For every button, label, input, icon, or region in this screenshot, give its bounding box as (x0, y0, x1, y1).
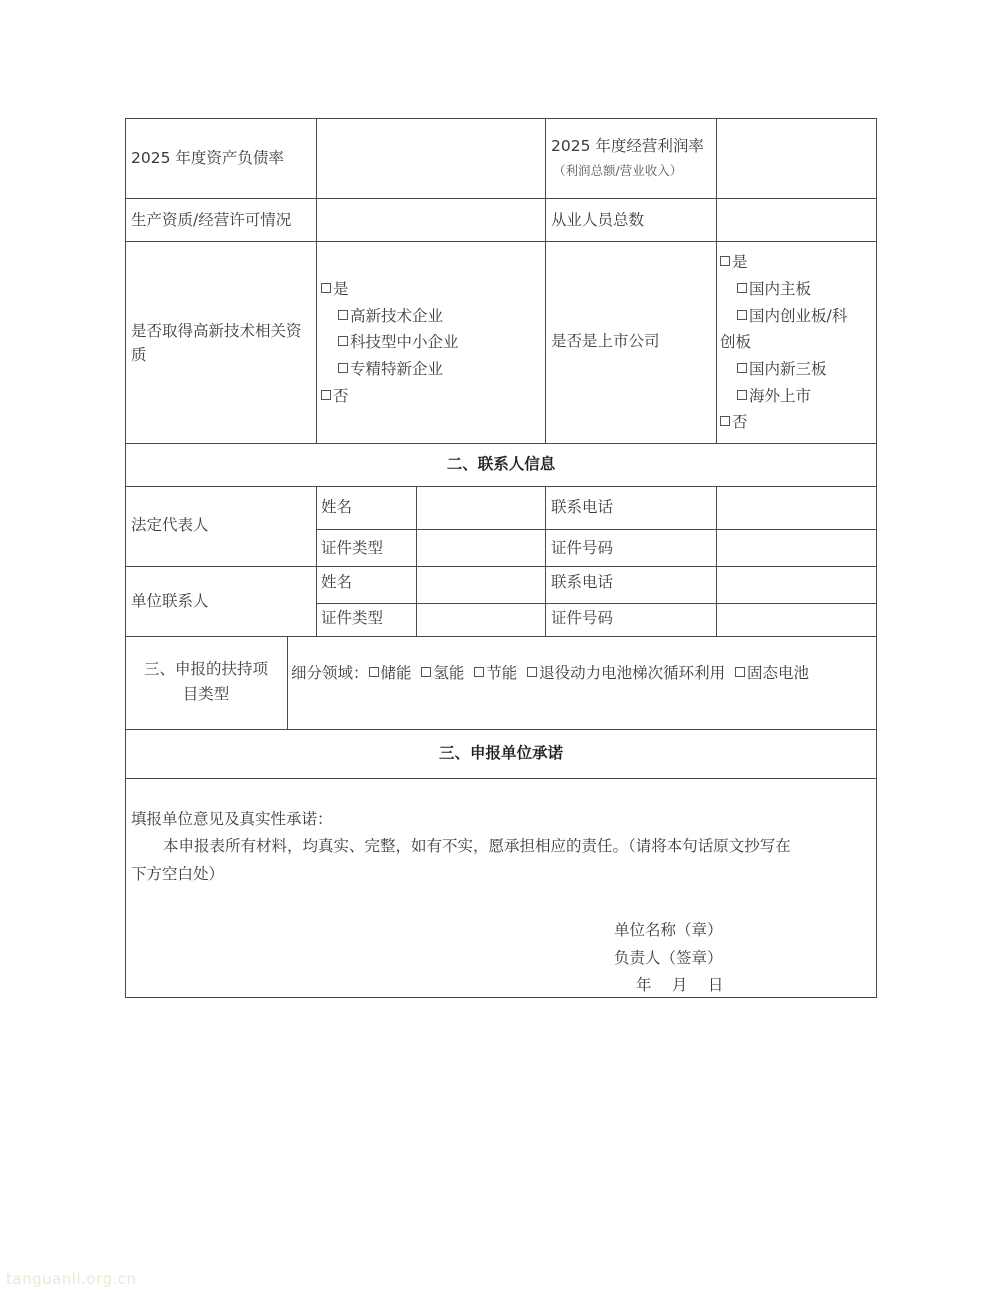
row-divider (125, 443, 877, 444)
row-divider (316, 529, 877, 530)
commitment-heading: 填报单位意见及真实性承诺： (131, 810, 333, 828)
legal-rep-id-no-label: 证件号码 (551, 539, 614, 557)
checkbox-icon[interactable] (338, 310, 348, 320)
checkbox-icon[interactable] (338, 363, 348, 373)
listed-no-option[interactable]: 否 (720, 413, 748, 431)
col-divider (316, 118, 317, 443)
profit-margin-label: 2025 年度经营利润率 (551, 137, 704, 155)
table-border-right (876, 118, 877, 998)
unit-contact-id-type-label: 证件类型 (321, 609, 384, 627)
project-type-label-line1: 三、申报的扶持项 (143, 660, 268, 678)
checkbox-icon[interactable] (735, 667, 745, 677)
listed-neeq-option[interactable]: 国内新三板 (737, 360, 827, 378)
checkbox-icon[interactable] (321, 283, 331, 293)
commitment-body-line2: 下方空白处） (131, 865, 225, 883)
unit-contact-label: 单位联系人 (131, 592, 209, 610)
legal-rep-label: 法定代表人 (131, 516, 209, 534)
responsible-sign-label: 负责人（签章） (614, 949, 723, 967)
row-divider (125, 566, 877, 567)
legal-rep-name-input[interactable] (418, 488, 544, 528)
table-border-left (125, 118, 126, 998)
legal-rep-id-type-input[interactable] (418, 531, 544, 565)
checkbox-icon[interactable] (421, 667, 431, 677)
asset-liability-input[interactable] (318, 120, 544, 197)
col-divider (316, 486, 317, 636)
row-divider (125, 198, 877, 199)
section-contact-info-title: 二、联系人信息 (446, 454, 556, 473)
row-divider (125, 241, 877, 242)
listed-gem-star-option-wrap: 创板 (720, 333, 752, 351)
qualification-label: 生产资质/经营许可情况 (131, 211, 292, 229)
col-divider (545, 118, 546, 443)
hightech-sub-option-high-tech[interactable]: 高新技术企业 (338, 307, 443, 325)
listed-yes-option[interactable]: 是 (720, 253, 748, 271)
checkbox-icon[interactable] (737, 390, 747, 400)
option-energy-saving[interactable]: 节能 (474, 664, 517, 682)
unit-contact-name-label: 姓名 (321, 573, 353, 591)
row-divider (125, 636, 877, 637)
col-divider (716, 118, 717, 443)
watermark: tanguanli.org.cn (6, 1270, 137, 1288)
profit-margin-input[interactable] (718, 120, 875, 197)
unit-contact-id-type-input[interactable] (418, 605, 544, 635)
date-label: 年 月 日 (636, 976, 724, 994)
listed-gem-star-option[interactable]: 国内创业板/科 (737, 307, 847, 325)
checkbox-icon[interactable] (338, 336, 348, 346)
row-divider (125, 778, 877, 779)
row-divider (316, 603, 877, 604)
unit-contact-id-no-label: 证件号码 (551, 609, 614, 627)
section-commitment-title: 三、申报单位承诺 (438, 743, 563, 762)
project-type-label-line2: 目类型 (182, 685, 230, 703)
unit-contact-name-input[interactable] (418, 568, 544, 602)
row-divider (125, 729, 877, 730)
hightech-yes-option[interactable]: 是 (321, 280, 349, 298)
checkbox-icon[interactable] (737, 283, 747, 293)
legal-rep-phone-label: 联系电话 (551, 498, 614, 516)
employees-input[interactable] (718, 200, 875, 240)
legal-rep-phone-input[interactable] (718, 488, 875, 528)
hightech-label-line1: 是否取得高新技术相关资 (131, 322, 302, 340)
listed-overseas-option[interactable]: 海外上市 (737, 387, 811, 405)
unit-contact-phone-input[interactable] (718, 568, 875, 602)
project-type-options (291, 664, 809, 682)
checkbox-icon[interactable] (720, 256, 730, 266)
asset-liability-label: 2025 年度资产负债率 (131, 149, 284, 167)
listed-main-board-option[interactable]: 国内主板 (737, 280, 811, 298)
col-divider (416, 486, 417, 636)
profit-margin-formula: （利润总额/营业收入） (553, 163, 683, 178)
row-divider (125, 486, 877, 487)
employees-label: 从业人员总数 (551, 211, 645, 229)
unit-contact-id-no-input[interactable] (718, 605, 875, 635)
option-solid-state-battery[interactable]: 固态电池 (735, 664, 809, 682)
table-border-bottom (125, 997, 877, 998)
col-divider (545, 486, 546, 636)
checkbox-icon[interactable] (474, 667, 484, 677)
option-energy-storage[interactable]: 储能 (369, 664, 412, 682)
hightech-sub-option-specialized[interactable]: 专精特新企业 (338, 360, 443, 378)
checkbox-icon[interactable] (369, 667, 379, 677)
listed-company-label: 是否是上市公司 (551, 332, 660, 350)
subfield-prefix: 细分领域： (291, 664, 369, 682)
legal-rep-id-no-input[interactable] (718, 531, 875, 565)
commitment-body-line1: 本申报表所有材料，均真实、完整，如有不实，愿承担相应的责任。（请将本句话原文抄写在 (163, 837, 791, 855)
unit-contact-phone-label: 联系电话 (551, 573, 614, 591)
option-hydrogen[interactable]: 氢能 (421, 664, 464, 682)
hightech-label-line2: 质 (131, 346, 147, 364)
legal-rep-name-label: 姓名 (321, 498, 353, 516)
checkbox-icon[interactable] (527, 667, 537, 677)
commitment-handwrite-area[interactable] (131, 888, 871, 918)
checkbox-icon[interactable] (720, 416, 730, 426)
table-border-top (125, 118, 877, 119)
checkbox-icon[interactable] (737, 310, 747, 320)
qualification-input[interactable] (318, 200, 544, 240)
hightech-no-option[interactable]: 否 (321, 387, 349, 405)
checkbox-icon[interactable] (321, 390, 331, 400)
col-divider (716, 486, 717, 636)
col-divider (287, 636, 288, 729)
unit-name-seal-label: 单位名称（章） (614, 921, 723, 939)
option-battery-recycling[interactable]: 退役动力电池梯次循环利用 (527, 664, 725, 682)
legal-rep-id-type-label: 证件类型 (321, 539, 384, 557)
hightech-sub-option-sme[interactable]: 科技型中小企业 (338, 333, 459, 351)
checkbox-icon[interactable] (737, 363, 747, 373)
